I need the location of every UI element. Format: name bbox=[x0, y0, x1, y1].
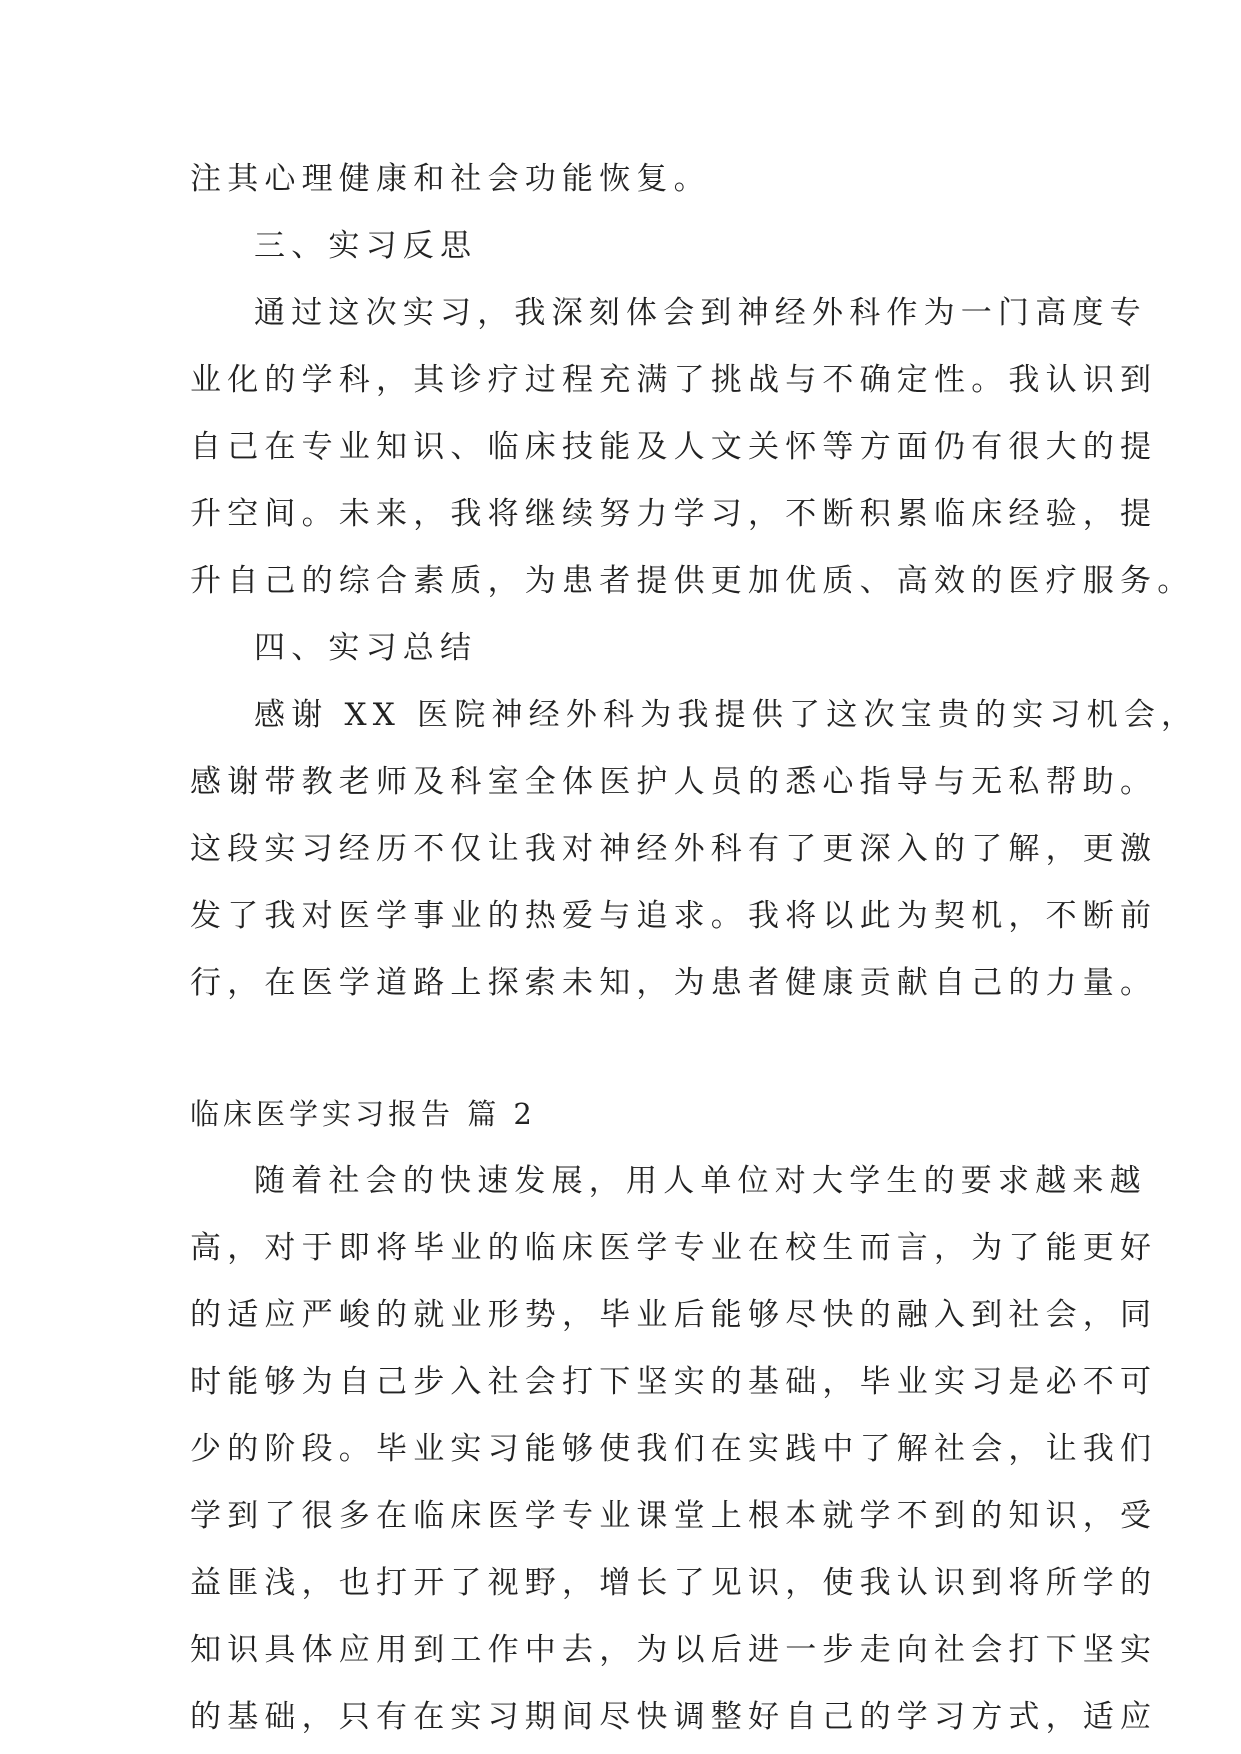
text-line: 这段实习经历不仅让我对神经外科有了更深入的了解，更激 bbox=[190, 831, 1158, 867]
text-line: 自己在专业知识、临床技能及人文关怀等方面仍有很大的提 bbox=[190, 429, 1158, 465]
report-title: 临床医学实习报告 篇 2 bbox=[190, 1097, 536, 1131]
text-line: 时能够为自己步入社会打下坚实的基础，毕业实习是必不可 bbox=[190, 1364, 1158, 1400]
text-line: 的基础，只有在实习期间尽快调整好自己的学习方式，适应 bbox=[190, 1699, 1158, 1735]
text-line: 少的阶段。毕业实习能够使我们在实践中了解社会，让我们 bbox=[190, 1431, 1158, 1467]
text-line: 感谢 XX 医院神经外科为我提供了这次宝贵的实习机会， bbox=[254, 697, 1199, 733]
text-line: 随着社会的快速发展，用人单位对大学生的要求越来越 bbox=[254, 1163, 1147, 1199]
section-gap bbox=[190, 1017, 1070, 1081]
text-line: 通过这次实习，我深刻体会到神经外科作为一门高度专 bbox=[254, 295, 1147, 331]
text-line: 发了我对医学事业的热爱与追求。我将以此为契机，不断前 bbox=[190, 898, 1158, 934]
text-line: 知识具体应用到工作中去，为以后进一步走向社会打下坚实 bbox=[190, 1632, 1158, 1668]
text-line: 升自己的综合素质，为患者提供更加优质、高效的医疗服务。 bbox=[190, 563, 1195, 599]
text-line: 感谢带教老师及科室全体医护人员的悉心指导与无私帮助。 bbox=[190, 764, 1158, 800]
text-line: 学到了很多在临床医学专业课堂上根本就学不到的知识，受 bbox=[190, 1498, 1158, 1534]
text-line: 的适应严峻的就业形势，毕业后能够尽快的融入到社会，同 bbox=[190, 1297, 1158, 1333]
text-line: 升空间。未来，我将继续努力学习，不断积累临床经验，提 bbox=[190, 496, 1158, 532]
section-heading: 三、实习反思 bbox=[254, 228, 478, 264]
text-line: 高，对于即将毕业的临床医学专业在校生而言，为了能更好 bbox=[190, 1230, 1158, 1266]
text-line: 行，在医学道路上探索未知，为患者健康贡献自己的力量。 bbox=[190, 965, 1158, 1001]
section-heading: 四、实习总结 bbox=[254, 630, 478, 666]
text-line: 注其心理健康和社会功能恢复。 bbox=[190, 161, 711, 197]
text-line: 业化的学科，其诊疗过程充满了挑战与不确定性。我认识到 bbox=[190, 362, 1158, 398]
document-page bbox=[190, 146, 1199, 1751]
text-line: 益匪浅，也打开了视野，增长了见识，使我认识到将所学的 bbox=[190, 1565, 1158, 1601]
